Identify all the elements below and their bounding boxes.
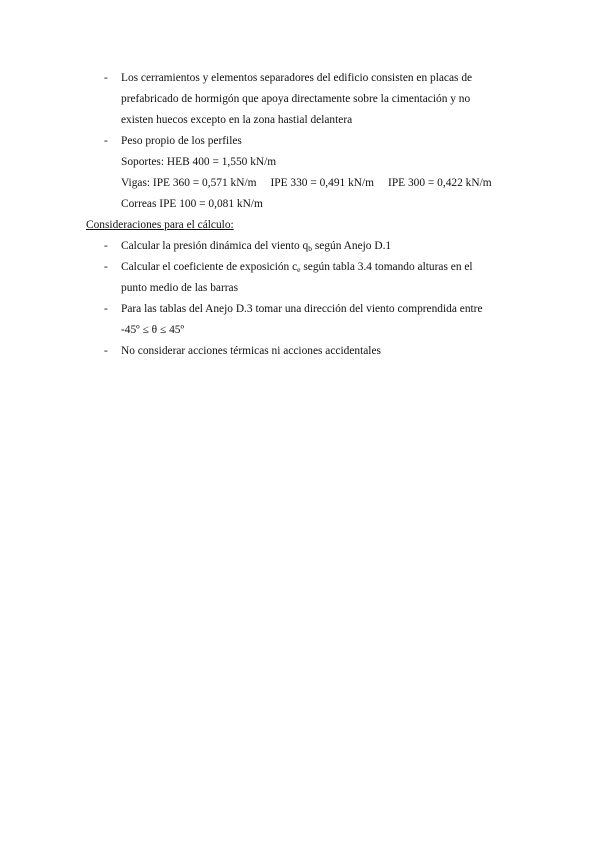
bullet-dash: - (104, 303, 108, 315)
text-fragment: según Anejo D.1 (312, 240, 392, 252)
text-line: punto medio de las barras (121, 282, 239, 294)
consideration-item (121, 240, 391, 253)
text-fragment: Calcular el coeficiente de exposición c (121, 261, 298, 273)
consideration-item (121, 261, 473, 274)
text-line: No considerar acciones térmicas ni acciones accidentales (121, 345, 381, 357)
bullet-dash: - (104, 135, 108, 147)
considerations-heading: Consideraciones para el cálculo: (86, 219, 234, 231)
text-line: Correas IPE 100 = 0,081 kN/m (121, 198, 263, 210)
vigas-line (121, 177, 492, 189)
vigas-ipe360: Vigas: IPE 360 = 0,571 kN/m (121, 177, 257, 189)
bullet-dash: - (104, 261, 108, 273)
subscript: b (308, 244, 313, 253)
subscript: e (297, 265, 301, 274)
text-line: Peso propio de los perfiles (121, 135, 242, 147)
text-line: Soportes: HEB 400 = 1,550 kN/m (121, 156, 277, 168)
bullet-dash: - (104, 345, 108, 357)
text-line: existen huecos excepto en la zona hastial delantera (121, 114, 353, 126)
bullet-dash: - (104, 240, 108, 252)
text-line: Los cerramientos y elementos separadores del edificio consisten en placas de (121, 72, 473, 84)
vigas-ipe300: IPE 300 = 0,422 kN/m (388, 177, 492, 189)
text-line: -45º ≤ θ ≤ 45º (121, 324, 184, 336)
bullet-dash: - (104, 72, 108, 84)
text-line: prefabricado de hormigón que apoya directamente sobre la cimentación y no (121, 93, 471, 105)
text-fragment: Calcular la presión dinámica del viento q (121, 240, 309, 252)
vigas-ipe330: IPE 330 = 0,491 kN/m (270, 177, 375, 189)
text-line: Para las tablas del Anejo D.3 tomar una dirección del viento comprendida entre (121, 303, 483, 315)
text-fragment: según tabla 3.4 tomando alturas en el (300, 261, 473, 273)
